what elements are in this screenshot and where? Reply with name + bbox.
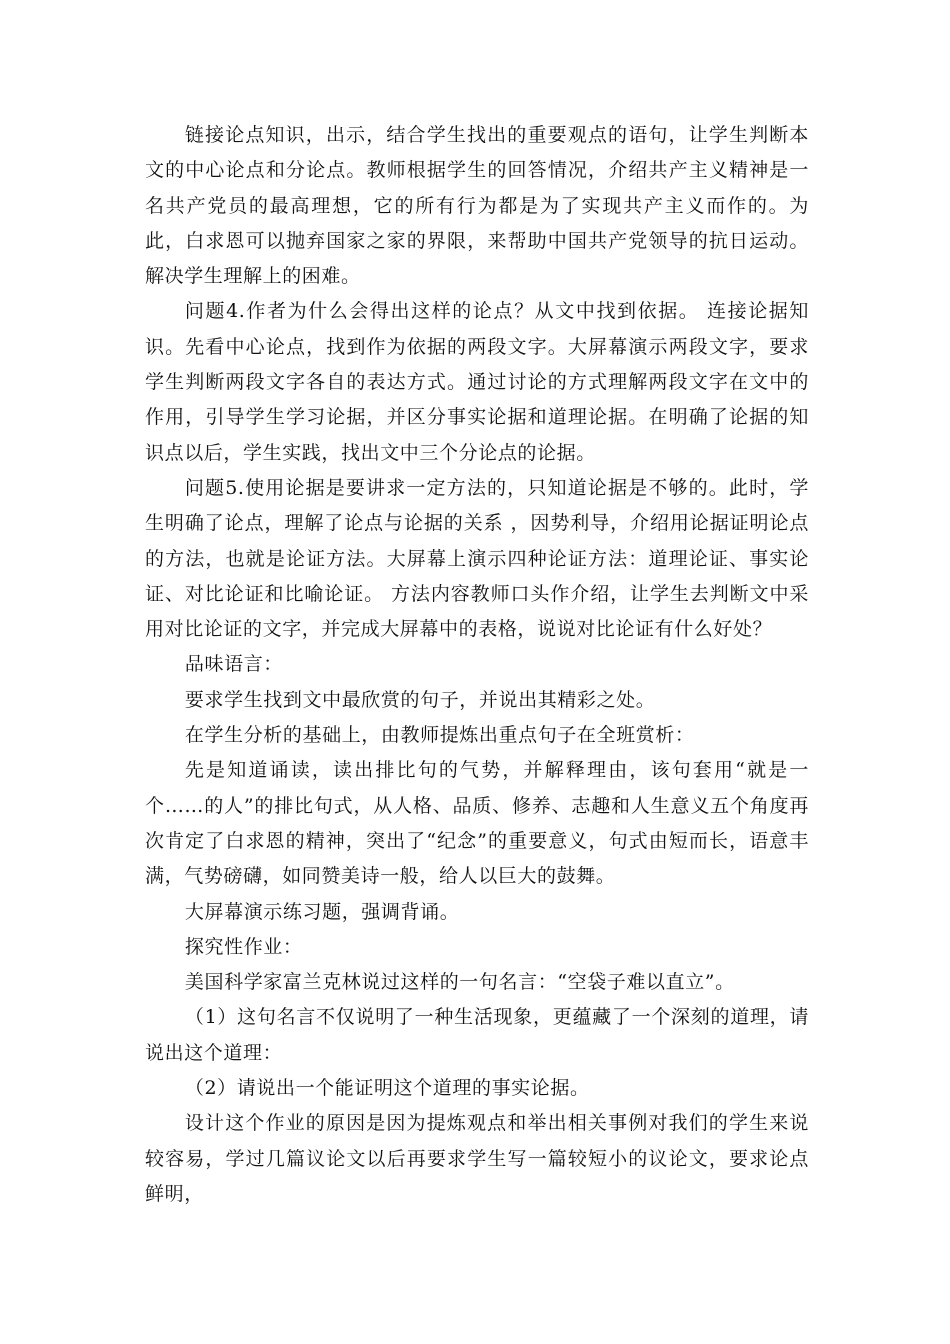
paragraph-franklin-quote: 美国科学家富兰克林说过这样的一句名言：“空袋子难以直立”。 [184,971,735,994]
paragraph-argument-intro: 链接论点知识，出示，结合学生找出的重要观点的语句，让学生判断本文的中心论点和分论点。教师根据学生的回答情况，介绍共产主义精神是一名共产党员的最高理想，它的所有行为都是为了实现共产主义而作的。为此，白求恩可以抛弃国家之家的界限，来帮助中国共产党领导的抗日运动。解决学生理解上的困难。 [145,124,809,288]
document-body [145,118,809,1212]
paragraph-teacher-analysis: 在学生分析的基础上，由教师提炼出重点句子在全班赏析： [184,724,695,747]
paragraph-homework-item-2: （2）请说出一个能证明这个道理的事实论据。 [184,1077,590,1100]
paragraph-language-heading: 品味语言： [184,653,283,676]
paragraph-homework-heading: 探究性作业： [184,935,303,958]
paragraph-question-5: 问题5.使用论据是要讲求一定方法的，只知道论据是不够的。此时，学生明确了论点，理解了论点与论据的关系 ，因势利导，介绍用论据证明论点的方法，也就是论证方法。大屏幕上演示四种论证方法：道理论证、事实论证、对比论证和比喻论证。 方法内容教师口头作介绍，让学生去判断文中采用对比论证的文字，并完成大屏幕中的表格，说说对比论证有什么好处？ [145,476,809,641]
paragraph-language-task: 要求学生找到文中最欣赏的句子，并说出其精彩之处。 [184,688,656,711]
paragraph-exercise: 大屏幕演示练习题，强调背诵。 [184,900,460,923]
paragraph-design-reason: 设计这个作业的原因是因为提炼观点和举出相关事例对我们的学生来说较容易，学过几篇议论文以后再要求学生写一篇较短小的议论文，要求论点鲜明， [145,1112,809,1205]
paragraph-homework-item-1: （1）这句名言不仅说明了一种生活现象，更蕴藏了一个深刻的道理，请说出这个道理： [145,1006,809,1064]
paragraph-question-4: 问题4.作者为什么会得出这样的论点？从文中找到依据。 连接论据知识。先看中心论点，找到作为依据的两段文字。大屏幕演示两段文字，要求学生判断两段文字各自的表达方式。通过讨论的方式理解两段文字在文中的作用，引导学生学习论据，并区分事实论据和道理论据。在明确了论据的知识点以后，学生实践，找出文中三个分论点的论据。 [145,300,809,464]
paragraph-recitation-analysis: 先是知道诵读，读出排比句的气势，并解释理由，该句套用“就是一个……的人”的排比句式，从人格、品质、修养、志趣和人生意义五个角度再次肯定了白求恩的精神，突出了“纪念”的重要意义，句式由短而长，语意丰满，气势磅礴，如同赞美诗一般，给人以巨大的鼓舞。 [145,759,809,888]
